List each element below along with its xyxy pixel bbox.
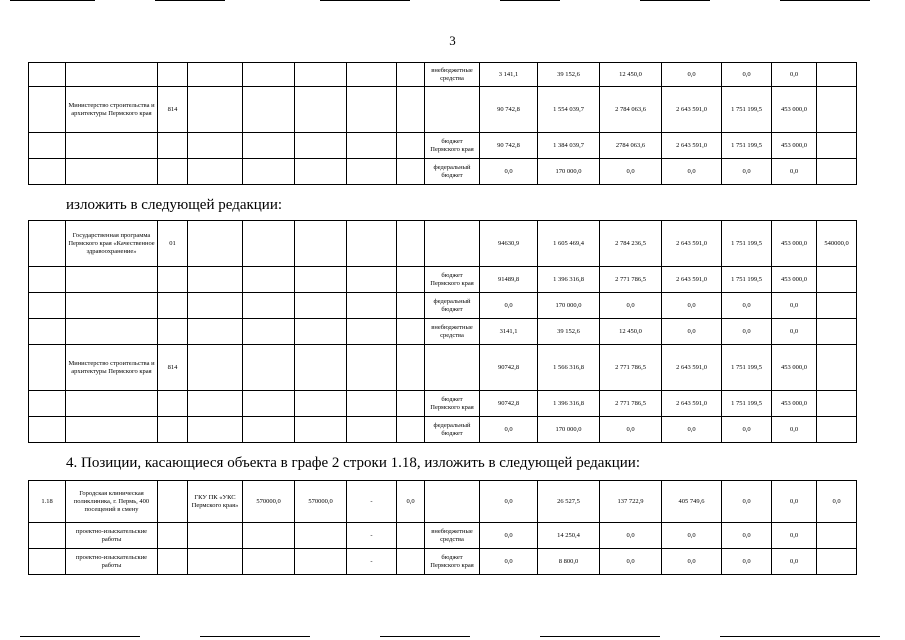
amount-cell: 0,0	[480, 549, 538, 575]
table-cell	[397, 159, 425, 185]
amount-cell: 0,0	[817, 481, 857, 523]
amount-cell: 0,0	[772, 523, 817, 549]
table-cell	[29, 345, 66, 391]
amount-cell: 453 000,0	[772, 221, 817, 267]
table-cell: 1.18	[29, 481, 66, 523]
funding-source-cell	[425, 481, 480, 523]
amount-cell	[817, 523, 857, 549]
amount-cell: 2 771 786,5	[600, 391, 662, 417]
row-name-cell	[66, 319, 158, 345]
table-cell	[188, 319, 243, 345]
row-name-cell: проектно-изыскательские работы	[66, 549, 158, 575]
table-cell	[347, 319, 397, 345]
row-name-cell	[66, 267, 158, 293]
table-cell	[397, 87, 425, 133]
page-number: 3	[449, 33, 456, 48]
table-cell	[29, 133, 66, 159]
row-name-cell: Министерство строительства и архитектуры Пермского края	[66, 345, 158, 391]
table-cell	[29, 87, 66, 133]
amount-cell: 0,0	[600, 293, 662, 319]
amount-cell: 0,0	[722, 481, 772, 523]
amount-cell: 453 000,0	[772, 267, 817, 293]
table-cell	[295, 63, 347, 87]
table-cell	[397, 133, 425, 159]
table-row	[29, 319, 857, 345]
table-cell	[188, 159, 243, 185]
row-name-cell: Городская клиническая поликлиника, г. Пермь, 400 посещений в смену	[66, 481, 158, 523]
table-cell	[397, 391, 425, 417]
table-cell	[29, 293, 66, 319]
table-cell	[188, 345, 243, 391]
table-cell	[158, 481, 188, 523]
amount-cell: 3 141,1	[480, 63, 538, 87]
amount-cell	[817, 267, 857, 293]
amount-cell	[817, 391, 857, 417]
amount-cell: 170 000,0	[538, 417, 600, 443]
table-cell	[347, 391, 397, 417]
amount-cell: 0,0	[722, 159, 772, 185]
funding-source-cell: внебюджетные средства	[425, 63, 480, 87]
amount-cell: 91489,8	[480, 267, 538, 293]
table-row	[29, 523, 857, 549]
table-cell	[397, 221, 425, 267]
amount-cell	[817, 293, 857, 319]
amount-cell: 1 384 039,7	[538, 133, 600, 159]
table-cell	[347, 345, 397, 391]
amount-cell: 2 643 591,0	[662, 391, 722, 417]
funding-source-cell: бюджет Пермского края	[425, 267, 480, 293]
table-row	[29, 345, 857, 391]
table-cell	[295, 319, 347, 345]
table-cell	[295, 391, 347, 417]
amount-cell: 94630,9	[480, 221, 538, 267]
table-cell	[29, 391, 66, 417]
amount-cell: 540000,0	[817, 221, 857, 267]
table-cell	[158, 267, 188, 293]
table-cell	[243, 391, 295, 417]
amount-cell	[817, 417, 857, 443]
amount-cell: 0,0	[722, 293, 772, 319]
row-name-cell	[66, 63, 158, 87]
amount-cell: 1 566 316,8	[538, 345, 600, 391]
funding-source-cell: внебюджетные средства	[425, 523, 480, 549]
table-row	[29, 481, 857, 523]
table-cell	[243, 345, 295, 391]
table-cell	[188, 293, 243, 319]
amount-cell: 0,0	[772, 63, 817, 87]
amount-cell: 0,0	[662, 417, 722, 443]
table-cell	[29, 523, 66, 549]
amount-cell: 170 000,0	[538, 159, 600, 185]
table-cell	[347, 87, 397, 133]
table-cell: -	[347, 523, 397, 549]
table-cell	[295, 159, 347, 185]
amount-cell: 90 742,8	[480, 87, 538, 133]
row-name-cell	[66, 417, 158, 443]
amount-cell	[817, 63, 857, 87]
budget-table-new	[28, 220, 857, 443]
table-cell	[243, 133, 295, 159]
amount-cell: 2784 063,6	[600, 133, 662, 159]
amount-cell: 0,0	[772, 293, 817, 319]
amount-cell: 14 250,4	[538, 523, 600, 549]
amount-cell: 90742,8	[480, 345, 538, 391]
row-name-cell: проектно-изыскательские работы	[66, 523, 158, 549]
table-cell	[29, 417, 66, 443]
bottom-scan-marks	[0, 636, 905, 640]
table-cell: ГКУ ПК «УКС Пермского края»	[188, 481, 243, 523]
amount-cell: 2 643 591,0	[662, 345, 722, 391]
table-cell	[158, 391, 188, 417]
amount-cell: 0,0	[662, 63, 722, 87]
section-heading-new-edition: излoжить в следующей редакции:	[66, 197, 283, 213]
row-name-cell	[66, 293, 158, 319]
table-cell	[158, 293, 188, 319]
amount-cell: 12 450,0	[600, 63, 662, 87]
table-cell	[295, 417, 347, 443]
amount-cell	[817, 87, 857, 133]
funding-source-cell: бюджет Пермского края	[425, 391, 480, 417]
table-row	[29, 267, 857, 293]
amount-cell: 1 751 199,5	[722, 391, 772, 417]
amount-cell: 1 605 469,4	[538, 221, 600, 267]
funding-source-cell: федеральный бюджет	[425, 159, 480, 185]
table-cell	[397, 267, 425, 293]
table-cell: 570000,0	[243, 481, 295, 523]
row-name-cell	[66, 133, 158, 159]
amount-cell: 453 000,0	[772, 345, 817, 391]
table-cell	[295, 87, 347, 133]
amount-cell	[817, 549, 857, 575]
amount-cell: 453 000,0	[772, 391, 817, 417]
amount-cell: 2 771 786,5	[600, 267, 662, 293]
table-cell	[243, 159, 295, 185]
table-cell	[295, 549, 347, 575]
budget-table-old	[28, 62, 857, 185]
amount-cell: 0,0	[480, 293, 538, 319]
table-cell	[158, 133, 188, 159]
amount-cell: 0,0	[722, 549, 772, 575]
row-name-cell	[66, 159, 158, 185]
amount-cell: 1 396 316,8	[538, 267, 600, 293]
table-cell	[243, 549, 295, 575]
table-cell	[188, 63, 243, 87]
table-cell	[397, 523, 425, 549]
funding-source-cell	[425, 345, 480, 391]
amount-cell: 0,0	[480, 159, 538, 185]
table-cell	[397, 293, 425, 319]
amount-cell: 39 152,6	[538, 63, 600, 87]
amount-cell: 170 000,0	[538, 293, 600, 319]
funding-source-cell: внебюджетные средства	[425, 319, 480, 345]
amount-cell: 0,0	[722, 319, 772, 345]
amount-cell: 0,0	[722, 523, 772, 549]
amount-cell: 0,0	[772, 549, 817, 575]
table-cell	[397, 63, 425, 87]
table-cell	[243, 87, 295, 133]
table-cell	[188, 267, 243, 293]
table-cell	[158, 319, 188, 345]
table-cell	[158, 63, 188, 87]
funding-source-cell	[425, 87, 480, 133]
table-cell: 814	[158, 345, 188, 391]
amount-cell: 0,0	[480, 481, 538, 523]
table-cell	[295, 267, 347, 293]
funding-source-cell: федеральный бюджет	[425, 293, 480, 319]
amount-cell: 0,0	[600, 523, 662, 549]
table-cell	[158, 159, 188, 185]
amount-cell: 12 450,0	[600, 319, 662, 345]
amount-cell: 405 749,6	[662, 481, 722, 523]
amount-cell: 453 000,0	[772, 87, 817, 133]
amount-cell: 1 396 316,8	[538, 391, 600, 417]
table-cell	[347, 133, 397, 159]
amount-cell: 3141,1	[480, 319, 538, 345]
row-name-cell	[66, 391, 158, 417]
table-cell	[188, 391, 243, 417]
amount-cell: 2 643 591,0	[662, 267, 722, 293]
table-cell	[29, 63, 66, 87]
amount-cell: 0,0	[662, 293, 722, 319]
table-cell	[295, 133, 347, 159]
amount-cell	[817, 133, 857, 159]
table-cell	[347, 293, 397, 319]
amount-cell: 0,0	[772, 481, 817, 523]
amount-cell: 137 722,9	[600, 481, 662, 523]
table-cell	[347, 159, 397, 185]
table-row	[29, 417, 857, 443]
amount-cell: 0,0	[600, 159, 662, 185]
table-row	[29, 391, 857, 417]
table-cell	[188, 417, 243, 443]
table-cell: 01	[158, 221, 188, 267]
row-name-cell: Министерство строительства и архитектуры Пермского края	[66, 87, 158, 133]
table-cell	[295, 293, 347, 319]
table-row	[29, 221, 857, 267]
amount-cell	[817, 319, 857, 345]
table-cell	[158, 523, 188, 549]
table-cell	[243, 523, 295, 549]
table-cell	[243, 319, 295, 345]
amount-cell: 0,0	[600, 549, 662, 575]
amount-cell: 1 751 199,5	[722, 221, 772, 267]
table-cell: 570000,0	[295, 481, 347, 523]
funding-source-cell: бюджет Пермского края	[425, 549, 480, 575]
object-table	[28, 480, 857, 575]
amount-cell: 0,0	[480, 523, 538, 549]
amount-cell: 0,0	[772, 319, 817, 345]
table-cell	[243, 417, 295, 443]
table-cell	[29, 267, 66, 293]
amount-cell: 1 751 199,5	[722, 267, 772, 293]
table-cell	[295, 221, 347, 267]
amount-cell: 39 152,6	[538, 319, 600, 345]
amount-cell: 0,0	[662, 159, 722, 185]
table-cell	[243, 63, 295, 87]
table-cell	[243, 267, 295, 293]
amount-cell	[817, 345, 857, 391]
table-row	[29, 87, 857, 133]
amount-cell: 1 554 039,7	[538, 87, 600, 133]
table-cell	[295, 523, 347, 549]
amount-cell: 90742,8	[480, 391, 538, 417]
amount-cell: 1 751 199,5	[722, 133, 772, 159]
top-scan-marks	[0, 0, 905, 4]
table-cell: -	[347, 481, 397, 523]
table-row	[29, 293, 857, 319]
table-cell	[29, 549, 66, 575]
amount-cell	[817, 159, 857, 185]
table-cell: 814	[158, 87, 188, 133]
amount-cell: 0,0	[662, 523, 722, 549]
table-row	[29, 159, 857, 185]
amount-cell: 1 751 199,5	[722, 87, 772, 133]
amount-cell: 0,0	[772, 417, 817, 443]
table-cell	[188, 87, 243, 133]
table-cell	[397, 345, 425, 391]
funding-source-cell: федеральный бюджет	[425, 417, 480, 443]
table-cell	[158, 549, 188, 575]
table-cell	[29, 159, 66, 185]
table-cell	[397, 319, 425, 345]
table-cell	[243, 221, 295, 267]
section-heading-item-4: 4. Позиции, касающиеся объекта в графе 2 строки 1.18, изложить в следующей редакции:	[66, 455, 640, 471]
amount-cell: 26 527,5	[538, 481, 600, 523]
amount-cell: 0,0	[722, 63, 772, 87]
table-cell	[347, 63, 397, 87]
table-row	[29, 63, 857, 87]
amount-cell: 2 643 591,0	[662, 221, 722, 267]
table-cell	[397, 417, 425, 443]
funding-source-cell: бюджет Пермского края	[425, 133, 480, 159]
table-cell	[29, 319, 66, 345]
amount-cell: 0,0	[772, 159, 817, 185]
table-cell	[243, 293, 295, 319]
amount-cell: 0,0	[722, 417, 772, 443]
amount-cell: 90 742,8	[480, 133, 538, 159]
table-cell	[188, 523, 243, 549]
amount-cell: 0,0	[662, 319, 722, 345]
amount-cell: 1 751 199,5	[722, 345, 772, 391]
amount-cell: 2 643 591,0	[662, 133, 722, 159]
table-cell: 0,0	[397, 481, 425, 523]
table-cell: -	[347, 549, 397, 575]
table-cell	[188, 133, 243, 159]
row-name-cell: Государственная программа Пермского края «Качественное здравоохранение»	[66, 221, 158, 267]
table-cell	[158, 417, 188, 443]
amount-cell: 0,0	[480, 417, 538, 443]
amount-cell: 0,0	[662, 549, 722, 575]
table-cell	[347, 221, 397, 267]
amount-cell: 2 771 786,5	[600, 345, 662, 391]
amount-cell: 2 784 063,6	[600, 87, 662, 133]
amount-cell: 8 800,0	[538, 549, 600, 575]
table-cell	[295, 345, 347, 391]
amount-cell: 2 784 236,5	[600, 221, 662, 267]
amount-cell: 453 000,0	[772, 133, 817, 159]
table-cell	[29, 221, 66, 267]
table-cell	[347, 417, 397, 443]
table-cell	[188, 549, 243, 575]
amount-cell: 0,0	[600, 417, 662, 443]
table-cell	[397, 549, 425, 575]
table-row	[29, 549, 857, 575]
funding-source-cell	[425, 221, 480, 267]
table-row	[29, 133, 857, 159]
amount-cell: 2 643 591,0	[662, 87, 722, 133]
table-cell	[347, 267, 397, 293]
table-cell	[188, 221, 243, 267]
